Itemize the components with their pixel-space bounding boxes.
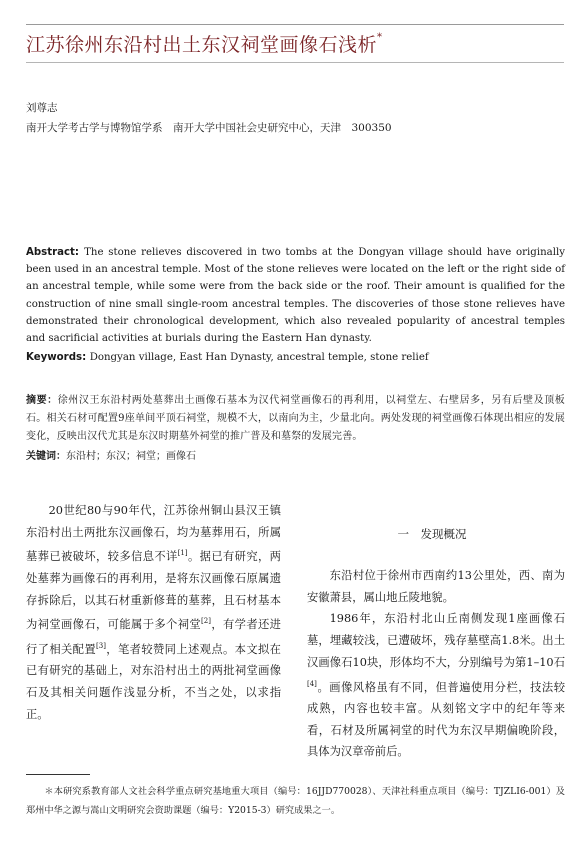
keywords-text: Dongyan village, East Han Dynasty, ancestral temple, stone relief [89,352,429,363]
section-column [307,565,565,763]
chinese-abstract: 摘要：徐州汉王东沿村两处墓葬出土画像石基本为汉代祠堂画像石的再利用，以祠堂左、右壁居多，另有后壁及顶板石。相关石材可配置9座单间平顶石祠堂，规模不大，以南向为主，少量北向。两处发现的祠堂画像石体现出相应的发展变化，反映出汉代尤其是东汉时期墓外祠堂的推广普及和墓祭的发展完善。 [26,395,565,442]
article-title: 江苏徐州东沿村出土东汉祠堂画像石浅析* [26,32,383,56]
zh-keywords-text: 东沿村；东汉；祠堂；画像石 [66,451,196,462]
title-footnote-mark: * [377,32,383,43]
abstract-text: The stone relieves discovered in two tombs at the Dongyan village should have originally been used in an ancestral temple. Most of the stone relieves were located on the left or the right side of an ancestral temple, while some were from the back side or the roof. Their amount is qualified for the construction of nine small single-room ancestral temples. The discoveries of those stone relieves have demonstrated their chronological development, which also revealed popularity of ancestral temples and sacrificial activities at burials during the Eastern Han dynasty. [26,247,565,345]
english-abstract: Abstract: The stone relieves discovered in two tombs at the Dongyan village should have originally been used in an ancestral temple. Most of the stone relieves were located on the left or the right side of an ancestral temple, while some were from the back side or the roof. Their amount is qualified for the construction of nine small single-room ancestral temples. The discoveries of those stone relieves have demonstrated their chronological development, which also revealed popularity of ancestral temples and sacrificial activities at burials during the Eastern Han dynasty. [26,247,565,345]
footnote-rule [26,774,90,775]
section-paragraph-2: 1986年，东沿村北山丘南侧发现1座画像石墓，埋藏较浅，已遭破坏，残存墓壁高1.8米。出土汉画像石10块，形体均不大，分别编号为第1–10石[4]。画像风格虽有不同，但普遍使用分栏，技法较成熟，内容也较丰富。从刻铭文字中的纪年等来看，石材及所属祠堂的时代为东汉早期偏晚阶段，具体为汉章帝前后。 [307,612,565,759]
citation-ref: [4] [307,679,317,688]
zh-abstract-label: 摘要 [26,395,48,406]
author-affiliation: 南开大学考古学与博物馆学系 南开大学中国社会史研究中心，天津 300350 [26,122,392,134]
citation-ref: [1] [177,549,188,558]
top-rule [26,24,564,25]
keywords-label: Keywords [26,352,83,363]
section-paragraph-1: 东沿村位于徐州市西南约13公里处，西、南为安徽萧县，属山地丘陵地貌。 [307,569,565,604]
title-rule [26,62,564,63]
chinese-keywords: 关键词：东沿村；东汉；祠堂；画像石 [26,451,196,462]
zh-abstract-text: 徐州汉王东沿村两处墓葬出土画像石基本为汉代祠堂画像石的再利用，以祠堂左、右壁居多，另有后壁及顶板石。相关石材可配置9座单间平顶石祠堂，规模不大，以南向为主，少量北向。两处发现的祠堂画像石体现出相应的发展变化，反映出汉代尤其是东汉时期墓外祠堂的推广普及和墓祭的发展完善。 [26,395,565,442]
footnote: ＊本研究系教育部人文社会科学重点研究基地重大项目（编号：16JJD770028）、天津社科重点项目（编号：TJZLI6-001）及郑州中华之源与嵩山文明研究会资助课题（编号：Y2015-3）研究成果之一。 [26,786,565,816]
english-keywords: Keywords: Dongyan village, East Han Dynasty, ancestral temple, stone relief [26,352,429,363]
zh-keywords-label: 关键词 [26,451,56,462]
citation-ref: [3] [96,641,106,650]
abstract-label: Abstract [26,247,75,258]
author-name: 刘尊志 [26,102,58,114]
intro-column [26,500,281,725]
section-heading: 一 发现概况 [397,527,467,541]
citation-ref: [2] [201,617,211,626]
intro-paragraph: 20世纪80与90年代，江苏徐州铜山县汉王镇东沿村出土两批东汉画像石，均为墓葬用石，所属墓葬已被破坏，较多信息不详[1]。据已有研究，两处墓葬为画像石的再利用，是将东汉画像石原属遗存拆除后，以其石材重新修葺的墓葬，且石材基本为祠堂画像石，可能属于多个祠堂[2]，有学者还进行了相关配置[3]，笔者较赞同上述观点。本文拟在已有研究的基础上，对东沿村出土的两批祠堂画像石及其相关问题作浅显分析，不当之处，以求指正。 [26,504,281,721]
